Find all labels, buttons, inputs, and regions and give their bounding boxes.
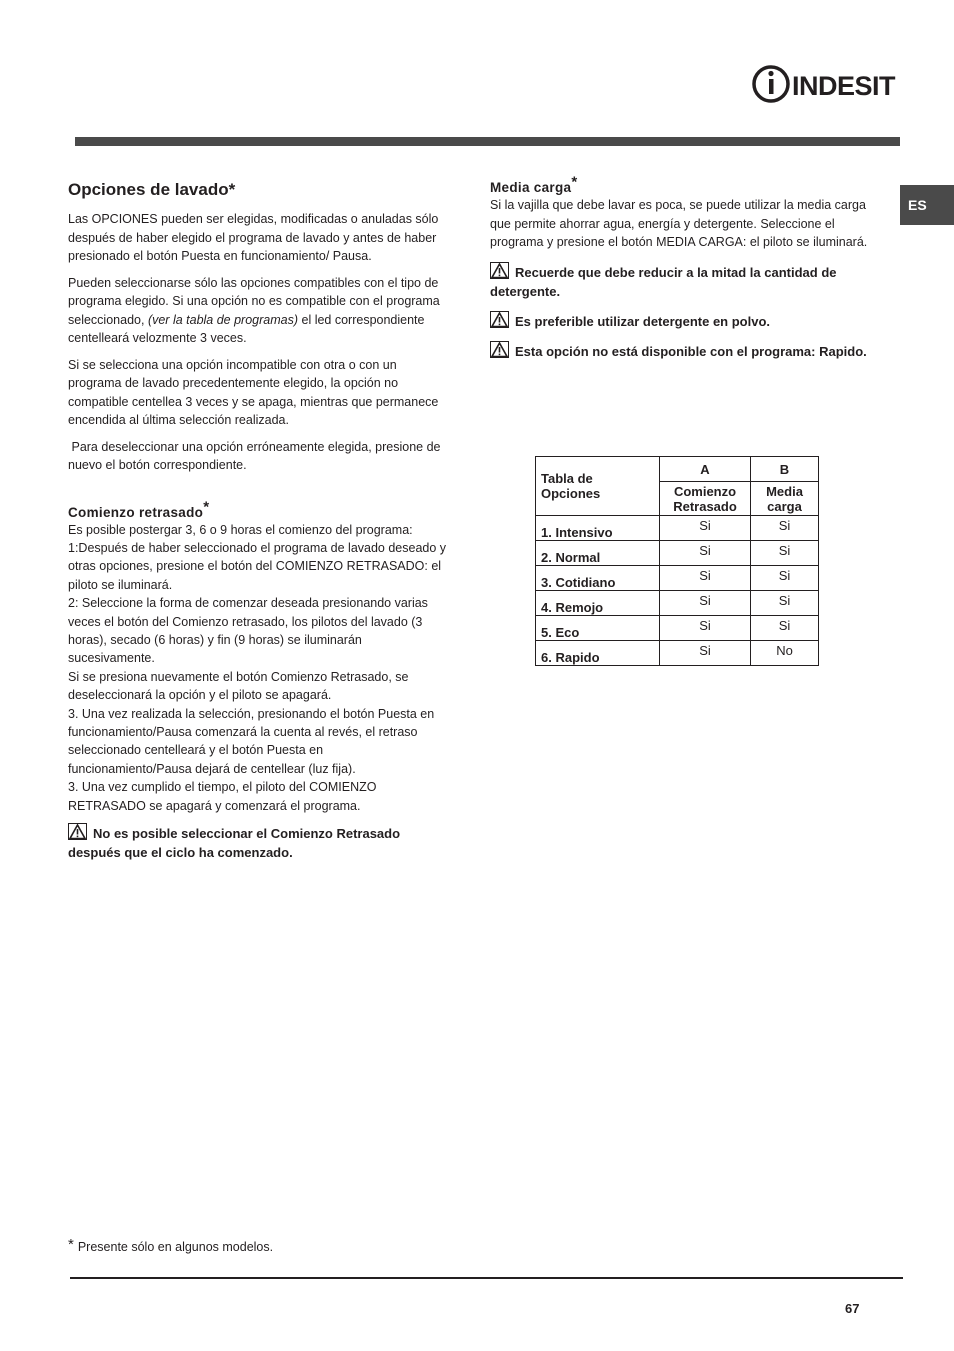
left-column: [68, 178, 448, 872]
page-number: 67: [845, 1301, 860, 1316]
cell-half-load: No: [751, 641, 819, 666]
column-name-b: Media carga: [751, 482, 819, 516]
table-row: [536, 516, 819, 541]
delay-line: Si se presiona nuevamente el botón Comienzo Retrasado, se deseleccionará la opción y el piloto se apagará.: [68, 669, 409, 703]
cell-delay: Si: [660, 566, 751, 591]
warning-icon: [490, 262, 509, 279]
program-name: 3. Cotidiano: [536, 566, 660, 591]
delay-line: 1:Después de haber seleccionado el programa de lavado deseado y otras opciones, presione el botón del COMIENZO RETRASADO: el piloto se iluminará.: [68, 540, 447, 592]
table-row: [536, 541, 819, 566]
column-letter-b: B: [751, 457, 819, 482]
paragraph-1: Las OPCIONES pueden ser elegidas, modificadas o anuladas sólo después de haber elegido el programa de lavado y antes de haber presionado el botón Puesta en funcionamiento/ Pausa.: [68, 212, 439, 263]
footnote: [68, 1236, 273, 1254]
paragraph-4: Para deseleccionar una opción erróneamente elegida, presione de nuevo el botón correspondiente.: [68, 439, 444, 472]
program-name: 4. Remojo: [536, 591, 660, 616]
delay-heading: Comienzo retrasado*: [68, 498, 210, 520]
cell-delay: Si: [660, 516, 751, 541]
warning-icon: [490, 341, 509, 358]
warning-icon: [68, 823, 87, 840]
cell-delay: Si: [660, 591, 751, 616]
cell-delay: Si: [660, 641, 751, 666]
program-name: 6. Rapido: [536, 641, 660, 666]
table-row: [536, 641, 819, 666]
half-load-text: Si la vajilla que debe lavar es poca, se puede utilizar la media carga que permite ahorrar agua, energía y detergente. Seleccione el programa y presione el botón MEDIA CARGA: el piloto se iluminará.: [490, 198, 868, 249]
half-load-heading: Media carga*: [490, 173, 578, 195]
options-table: [535, 456, 819, 666]
right-column: [490, 173, 875, 371]
paragraph-3: Si se selecciona una opción incompatible con otra o con un programa de lavado precedentemente elegido, la opción no compatible centellea 3 veces y se apaga, mientras que permanece encendida al última selección realizada.: [68, 357, 439, 427]
column-letter-a: A: [660, 457, 751, 482]
cell-half-load: Si: [751, 591, 819, 616]
delay-instructions: [68, 521, 448, 816]
paragraph-2: Pueden seleccionarse sólo las opciones compatibles con el tipo de programa elegido. Si una opción no es compatible con el programa seleccionado, (ver la tabla de programas) el led correspondiente centelleará velozmente 3 veces.: [68, 275, 440, 345]
half-load-warning-powder: Es preferible utilizar detergente en polvo.: [490, 311, 875, 331]
half-load-warning-rapido: Esta opción no está disponible con el programa: Rapido.: [490, 341, 875, 361]
cell-delay: Si: [660, 541, 751, 566]
indesit-logo: [752, 62, 904, 106]
delay-line: 3. Una vez realizada la selección, presionando el botón Puesta en funcionamiento/Pausa comenzará la cuenta al revés, el retraso seleccionado centelleará y el botón Puesta en funcionamiento/Pausa dejará de centellear (luz fija).: [68, 706, 435, 776]
delay-warning: No es posible seleccionar el Comienzo Retrasado después que el ciclo ha comenzado.: [68, 823, 448, 862]
delay-line: 2: Seleccione la forma de comenzar deseada presionando varias veces el botón del Comienzo retrasado, los pilotos del lavado (3 horas), secado (6 horas) y fin (9 horas) se iluminarán sucesivamente.: [68, 596, 428, 666]
delay-line: Es posible postergar 3, 6 o 9 horas el comienzo del programa:: [68, 522, 413, 537]
cell-half-load: Si: [751, 516, 819, 541]
section-title: Opciones de lavado*: [68, 180, 236, 199]
brand-wordmark: INDESIT: [792, 71, 896, 101]
program-name: 2. Normal: [536, 541, 660, 566]
cell-delay: Si: [660, 616, 751, 641]
table-row: [536, 566, 819, 591]
table-row: [536, 616, 819, 641]
delay-line: 3. Una vez cumplido el tiempo, el piloto del COMIENZO RETRASADO se apagará y comenzará el programa.: [68, 780, 377, 813]
cell-half-load: Si: [751, 566, 819, 591]
language-tab: ES: [900, 185, 954, 225]
cell-half-load: Si: [751, 616, 819, 641]
program-name: 1. Intensivo: [536, 516, 660, 541]
footer-rule: [70, 1277, 903, 1279]
footnote-text: Presente sólo en algunos modelos.: [77, 1240, 274, 1254]
program-name: 5. Eco: [536, 616, 660, 641]
table-header-row: [536, 457, 819, 482]
table-header-label: Tabla de Opciones: [536, 457, 660, 516]
program-table-reference: (ver la tabla de programas): [147, 312, 299, 327]
table-row: [536, 591, 819, 616]
column-name-a: Comienzo Retrasado: [660, 482, 751, 516]
footnote-star: *: [68, 1236, 74, 1253]
half-load-warning-detergent: Recuerde que debe reducir a la mitad la cantidad de detergente.: [490, 262, 875, 301]
header-bar: [75, 137, 900, 146]
cell-half-load: Si: [751, 541, 819, 566]
warning-icon: [490, 311, 509, 328]
